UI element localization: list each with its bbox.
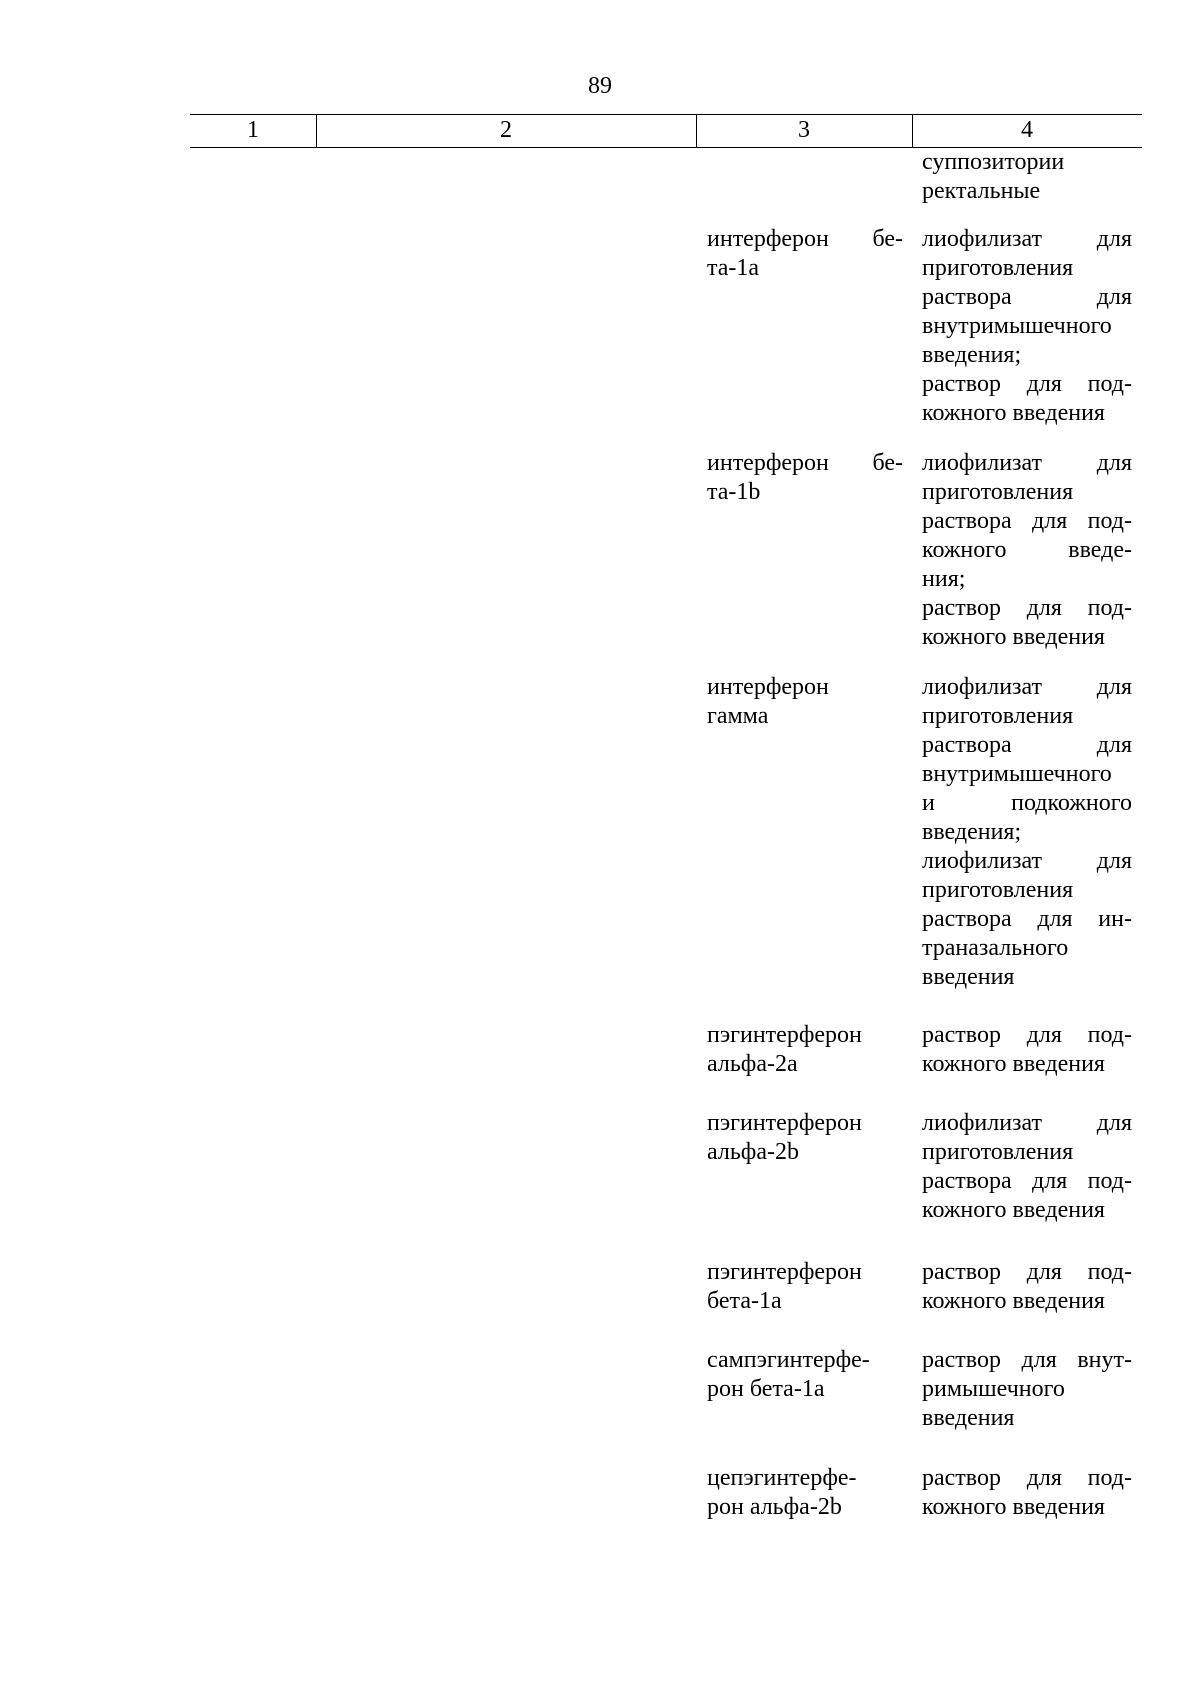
drug-name-cell xyxy=(707,673,903,731)
dosage-form-cell xyxy=(922,148,1132,206)
dosage-form-line: кожного введения xyxy=(922,1051,1105,1077)
header-col-1: 1 xyxy=(247,117,259,143)
header-col-2: 2 xyxy=(500,117,512,143)
header-col-3: 3 xyxy=(798,117,810,143)
dosage-form-line: кожного введения xyxy=(922,1494,1105,1520)
drug-name-line: бета-1a xyxy=(707,1288,782,1314)
drug-name-cell xyxy=(707,1109,903,1167)
dosage-form-line: кожного введения xyxy=(922,400,1105,426)
dosage-form-line: лиофилизат для xyxy=(922,848,1132,874)
dosage-form-line: и подкожного xyxy=(922,790,1132,816)
dosage-form-line: введения xyxy=(922,1405,1015,1431)
drug-name-cell xyxy=(707,225,903,283)
dosage-form-line: введения; xyxy=(922,819,1022,845)
dosage-form-line: раствора для xyxy=(922,284,1132,310)
drug-name-cell xyxy=(707,1021,903,1079)
dosage-form-line: лиофилизат для xyxy=(922,1110,1132,1136)
dosage-form-cell xyxy=(922,1346,1132,1433)
dosage-form-line: лиофилизат для xyxy=(922,450,1132,476)
dosage-form-cell xyxy=(922,225,1132,428)
dosage-form-cell xyxy=(922,673,1132,992)
drug-name-cell xyxy=(707,1258,903,1316)
drug-name-cell xyxy=(707,1464,903,1522)
dosage-form-cell xyxy=(922,449,1132,652)
dosage-form-line: суппозитории xyxy=(922,149,1065,175)
drug-name-line: пэгинтерферон xyxy=(707,1110,862,1136)
dosage-form-line: кожного введе- xyxy=(922,537,1132,563)
dosage-form-line: введения xyxy=(922,964,1015,990)
dosage-form-line: раствор для под- xyxy=(922,1465,1132,1491)
dosage-form-line: внутримышечного xyxy=(922,313,1112,339)
dosage-form-line: кожного введения xyxy=(922,624,1105,650)
dosage-form-line: кожного введения xyxy=(922,1197,1105,1223)
dosage-form-line: траназального xyxy=(922,935,1069,961)
dosage-form-line: раствор для внут- xyxy=(922,1347,1132,1373)
dosage-form-line: ректальные xyxy=(922,178,1041,204)
drug-name-line: рон альфа-2b xyxy=(707,1494,842,1520)
drug-name-line: та-1a xyxy=(707,255,760,281)
dosage-form-line: приготовления xyxy=(922,255,1074,281)
drug-name-line: та-1b xyxy=(707,479,761,505)
dosage-form-line: ния; xyxy=(922,566,966,592)
dosage-form-line: раствора для под- xyxy=(922,508,1132,534)
drug-name-line: рон бета-1a xyxy=(707,1376,825,1402)
dosage-form-line: лиофилизат для xyxy=(922,674,1132,700)
dosage-form-line: раствор для под- xyxy=(922,1022,1132,1048)
drug-name-line: альфа-2b xyxy=(707,1139,799,1165)
header-col-4: 4 xyxy=(1021,117,1033,143)
dosage-form-line: раствора для под- xyxy=(922,1168,1132,1194)
drug-name-line: цепэгинтерфе- xyxy=(707,1465,857,1491)
drug-name-line: интерферон бе- xyxy=(707,226,903,252)
drug-name-cell xyxy=(707,1346,903,1404)
page-number: 89 xyxy=(588,73,612,99)
dosage-form-line: кожного введения xyxy=(922,1288,1105,1314)
dosage-form-cell xyxy=(922,1109,1132,1225)
dosage-form-line: раствор для под- xyxy=(922,595,1132,621)
drug-name-cell xyxy=(707,449,903,507)
drug-name-line: интерферон xyxy=(707,674,829,700)
dosage-form-cell xyxy=(922,1258,1132,1316)
dosage-form-line: приготовления xyxy=(922,1139,1074,1165)
dosage-form-line: введения; xyxy=(922,342,1022,368)
dosage-form-line: лиофилизат для xyxy=(922,226,1132,252)
drug-name-line: пэгинтерферон xyxy=(707,1022,862,1048)
dosage-form-line: раствора для ин- xyxy=(922,906,1132,932)
dosage-form-line: раствора для xyxy=(922,732,1132,758)
dosage-form-line: внутримышечного xyxy=(922,761,1112,787)
dosage-form-line: раствор для под- xyxy=(922,371,1132,397)
drug-name-line: гамма xyxy=(707,703,769,729)
dosage-form-cell xyxy=(922,1464,1132,1522)
drug-name-line: пэгинтерферон xyxy=(707,1259,862,1285)
dosage-form-line: приготовления xyxy=(922,703,1074,729)
drug-name-line: интерферон бе- xyxy=(707,450,903,476)
table-header xyxy=(190,114,1142,148)
dosage-form-line: приготовления xyxy=(922,479,1074,505)
dosage-form-line: приготовления xyxy=(922,877,1074,903)
drug-name-line: альфа-2a xyxy=(707,1051,798,1077)
dosage-form-line: раствор для под- xyxy=(922,1259,1132,1285)
dosage-form-cell xyxy=(922,1021,1132,1079)
dosage-form-line: римышечного xyxy=(922,1376,1065,1402)
drug-name-line: сампэгинтерфе- xyxy=(707,1347,870,1373)
